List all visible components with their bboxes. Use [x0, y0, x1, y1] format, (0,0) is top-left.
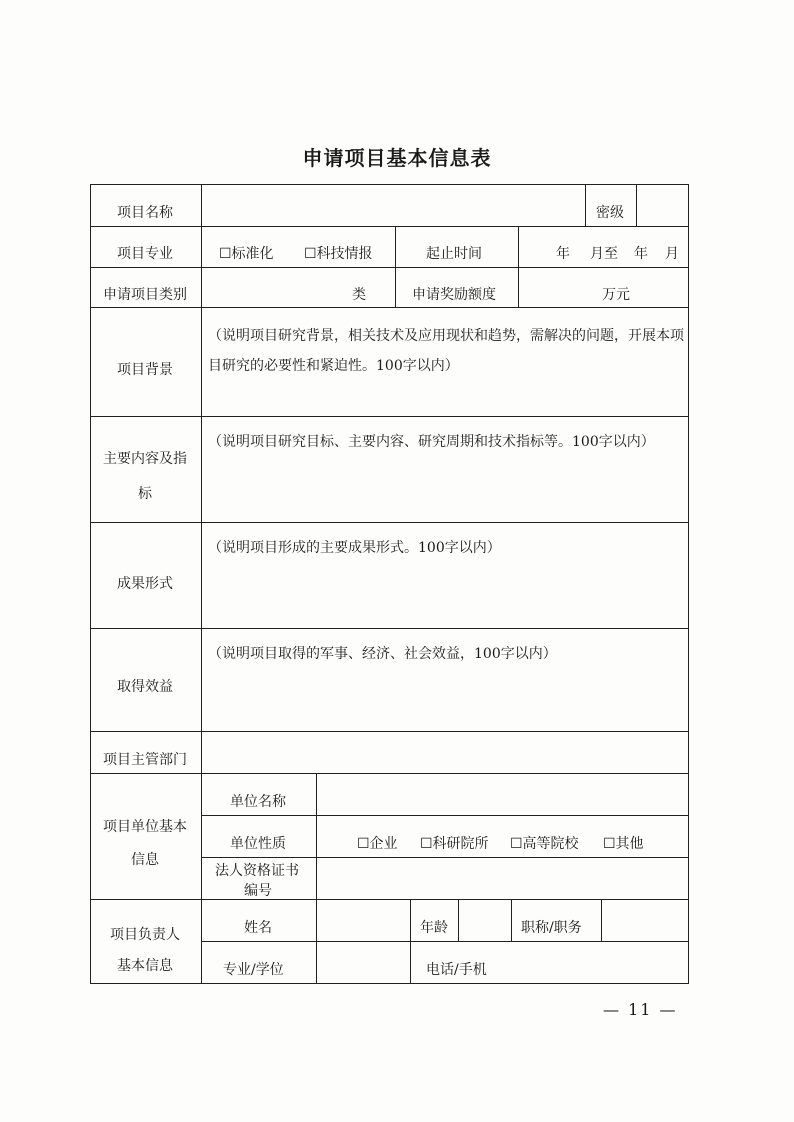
table-border-left	[90, 184, 91, 984]
table-rule	[90, 267, 689, 268]
table-rule	[90, 628, 689, 629]
table-rule	[601, 899, 602, 941]
table-rule	[316, 773, 317, 899]
unit-name-label: 单位名称	[230, 794, 286, 810]
table-rule	[90, 226, 689, 227]
leader-label-line2: 基本信息	[117, 958, 173, 974]
table-border-top	[90, 184, 689, 185]
other-checkbox[interactable]: ☐其他	[603, 836, 644, 852]
scitech-info-checkbox[interactable]: ☐科技情报	[304, 246, 373, 262]
license-label-line1: 法人资格证书	[215, 863, 299, 879]
table-rule	[201, 184, 202, 984]
period-month-to: 月至	[590, 246, 618, 262]
table-rule	[201, 815, 689, 816]
category-unit: 类	[352, 287, 366, 303]
leader-label-line1: 项目负责人	[110, 927, 180, 943]
content-label-line2: 标	[138, 486, 152, 502]
license-label-line2: 编号	[244, 883, 272, 899]
period-year1: 年	[556, 246, 570, 262]
start-end-label: 起止时间	[426, 246, 482, 262]
reward-unit: 万元	[602, 287, 630, 303]
table-rule	[90, 522, 689, 523]
content-note: （说明项目研究目标、主要内容、研究周期和技术指标等。100字以内）	[208, 434, 655, 450]
table-rule	[90, 773, 689, 774]
table-rule	[410, 899, 411, 983]
period-year2: 年	[634, 246, 648, 262]
name-label: 姓名	[244, 920, 272, 936]
major-degree-label: 专业/学位	[223, 962, 284, 978]
project-name-label: 项目名称	[117, 205, 173, 221]
background-label: 项目背景	[117, 362, 173, 378]
benefit-note: （说明项目取得的军事、经济、社会效益，100字以内）	[208, 646, 557, 662]
content-label-line1: 主要内容及指	[103, 451, 187, 467]
period-month2: 月	[665, 246, 679, 262]
unit-type-label: 单位性质	[230, 836, 286, 852]
result-note: （说明项目形成的主要成果形式。100字以内）	[208, 540, 501, 556]
secret-level-label: 密级	[596, 205, 624, 221]
table-rule	[636, 184, 637, 226]
unit-info-label-line2: 信息	[131, 852, 159, 868]
table-rule	[458, 899, 459, 941]
table-rule	[90, 731, 689, 732]
background-note: （说明项目研究背景，相关技术及应用现状和趋势，需解决的问题，开展本项目研究的必要性和紧迫性。100字以内）	[208, 328, 684, 374]
table-rule	[90, 899, 689, 900]
table-rule	[511, 899, 512, 941]
table-border-right	[688, 184, 689, 984]
age-label: 年龄	[420, 920, 448, 936]
table-rule	[90, 416, 689, 417]
enterprise-checkbox[interactable]: ☐企业	[357, 836, 398, 852]
table-rule	[585, 184, 586, 226]
dept-label: 项目主管部门	[103, 752, 187, 768]
unit-info-label-line1: 项目单位基本	[103, 819, 187, 835]
university-checkbox[interactable]: ☐高等院校	[510, 836, 579, 852]
table-rule	[90, 307, 689, 308]
table-rule	[518, 226, 519, 307]
table-border-bottom	[90, 983, 689, 984]
phone-label: 电话/手机	[426, 962, 487, 978]
category-label: 申请项目类别	[103, 287, 187, 303]
result-label: 成果形式	[117, 576, 173, 592]
benefit-label: 取得效益	[117, 679, 173, 695]
reward-label: 申请奖励额度	[412, 287, 496, 303]
form-title: 申请项目基本信息表	[302, 146, 492, 170]
project-major-label: 项目专业	[117, 246, 173, 262]
table-rule	[316, 899, 317, 983]
table-rule	[395, 226, 396, 307]
page-number: — 11 —	[603, 1000, 678, 1019]
table-rule	[201, 857, 689, 858]
title-duty-label: 职称/职务	[521, 920, 582, 936]
table-rule	[201, 941, 689, 942]
institute-checkbox[interactable]: ☐科研院所	[420, 836, 489, 852]
standardization-checkbox[interactable]: ☐标准化	[219, 246, 274, 262]
